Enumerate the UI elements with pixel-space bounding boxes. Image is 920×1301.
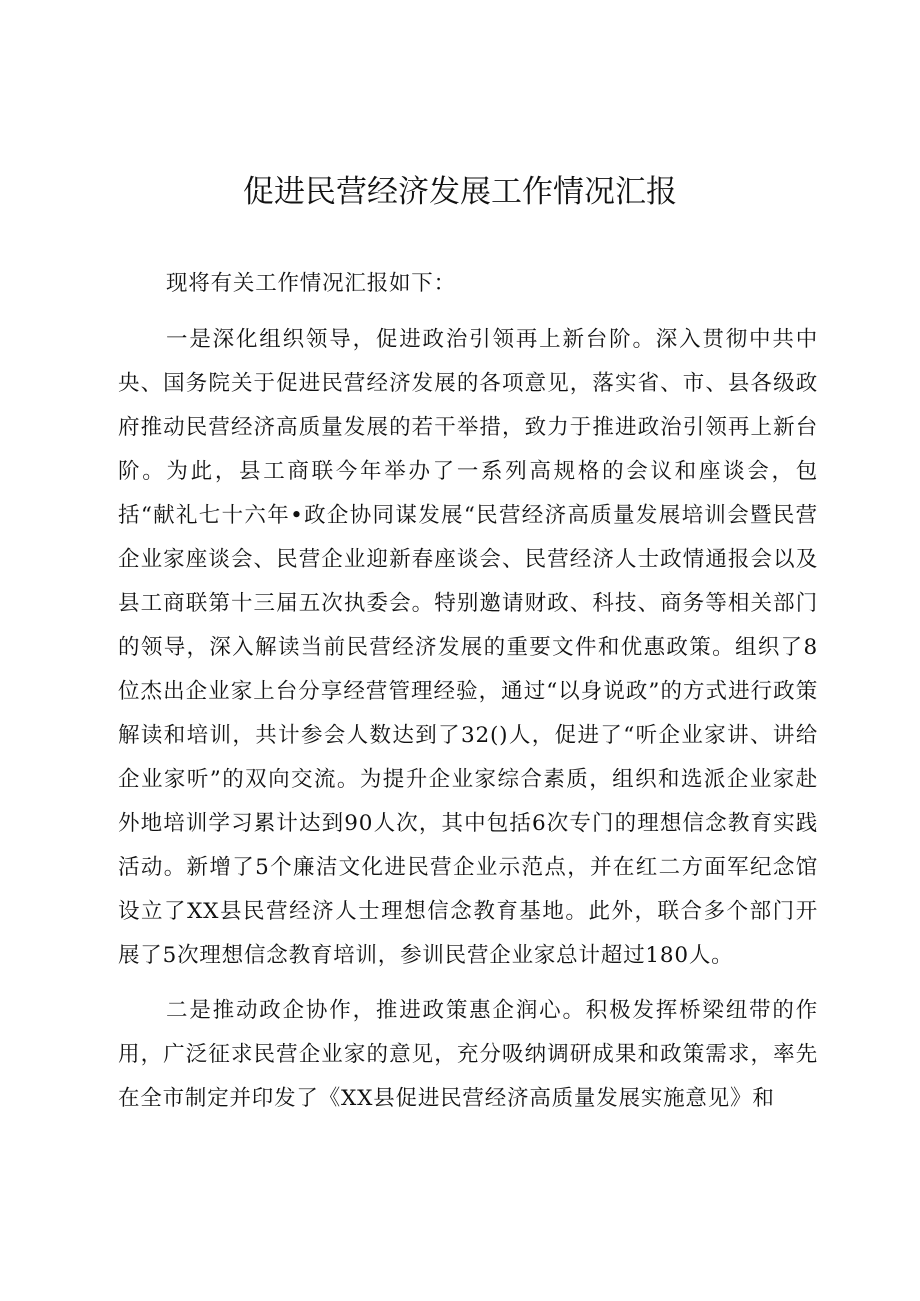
paragraph-government-enterprise-cooperation: 二是推动政企协作，推进政策惠企润心。积极发挥桥梁纽带的作用，广泛征求民营企业家的意见，充分吸纳调研成果和政策需求，率先在全市制定并印发了《XX县促进民营经济高质量发展实施意见》和 [118,998,818,1111]
paragraph-organization-leadership: 一是深化组织领导，促进政治引领再上新台阶。深入贯彻中共中央、国务院关于促进民营经济发展的各项意见，落实省、市、县各级政府推动民营经济高质量发展的若干举措，致力于推进政治引领再上新台阶。为此，县工商联今年举办了一系列高规格的会议和座谈会，包括“献礼七十六年•政企协同谋发展“民营经济高质量发展培训会暨民营企业家座谈会、民营企业迎新春座谈会、民营经济人士政情通报会以及县工商联第十三届五次执委会。特别邀请财政、科技、商务等相关部门的领导，深入解读当前民营经济发展的重要文件和优惠政策。组织了8位杰出企业家上台分享经营管理经验，通过“以身说政”的方式进行政策解读和培训，共计参会人数达到了32()人，促进了“听企业家讲、讲给企业家听”的双向交流。为提升企业家综合素质，组织和选派企业家赴外地培训学习累计达到90人次，其中包括6次专门的理想信念教育实践活动。新增了5个廉洁文化进民营企业示范点，并在红二方面军纪念馆设立了XX县民营经济人士理想信念教育基地。此外，联合多个部门开展了5次理想信念教育培训，参训民营企业家总计超过180人。 [118,327,818,968]
document-body [118,262,818,1132]
intro-paragraph: 现将有关工作情况汇报如下： [166,271,456,296]
document-title: 促进民营经济发展工作情况汇报 [243,174,677,210]
